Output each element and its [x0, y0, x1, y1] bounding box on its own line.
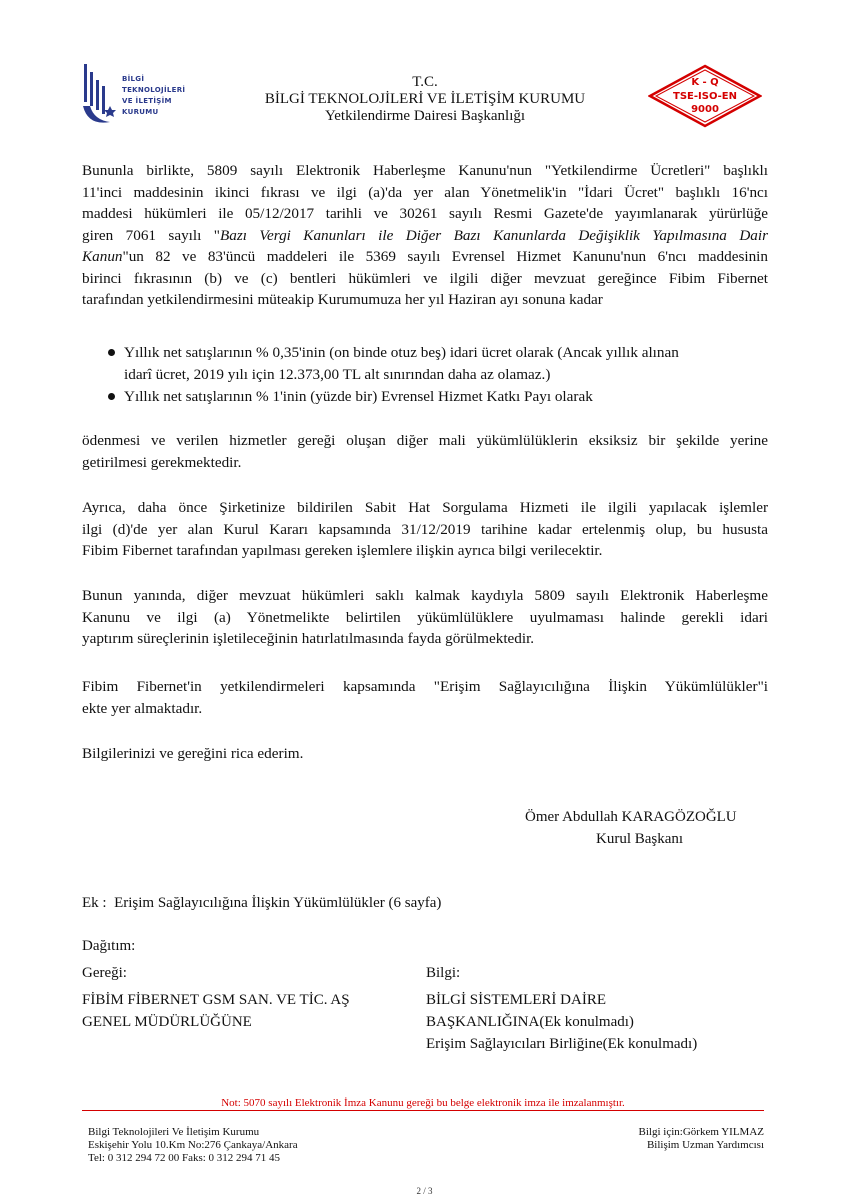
- paragraph-line: yaptırım süreçlerinin işletileceğinin hatırlatılmasında fayda görülmektedir.: [82, 630, 535, 647]
- bullet-icon: [108, 349, 115, 356]
- paragraph-line: ilgi (d)'de yer alan Kurul Kararı kapsamında 31/12/2019 tarihine kadar ertelenmiş olup, bu hususta: [82, 520, 768, 538]
- text-run: "un 82 ve 83'üncü maddeleri ile 5369 sayılı Evrensel Hizmet Kanunu'nun 6'ncı maddesinin: [122, 248, 768, 265]
- paragraph-line: Fibim Fibernet'in yetkilendirmeleri kapsamında "Erişim Sağlayıcılığına İlişkin Yükümlülükler"i: [82, 678, 768, 695]
- logo-line: KURUMU: [122, 108, 159, 116]
- paragraph-fixed-line: [82, 497, 768, 562]
- action-label: Gereği:: [82, 965, 127, 981]
- stamp-top: K - Q: [691, 77, 719, 88]
- bullet-icon: [108, 393, 115, 400]
- e-signature-note: Not: 5070 sayılı Elektronik İmza Kanunu gereği bu belge elektronik imza ile imzalanmıştır.: [221, 1097, 625, 1109]
- signatory-title: Kurul Başkanı: [596, 831, 684, 847]
- paragraph-obligations: [82, 430, 768, 473]
- paragraph-line: Bununla birlikte, 5809 sayılı Elektronik Haberleşme Kanunu'nun "Yetkilendirme Ücretleri" başlıklı: [82, 162, 768, 179]
- closing-sentence: [82, 743, 768, 765]
- paragraph-line: tarafından yetkilendirmesini müteakip Kurumumuza her yıl Haziran ayı sonuna kadar: [82, 291, 603, 308]
- law-title-italic: Bazı Vergi Kanunları ile Diğer Bazı Kanunlarda Değişiklik Yapılmasına Dair: [219, 226, 769, 244]
- footer-address-line: Tel: 0 312 294 72 00 Faks: 0 312 294 71 45: [88, 1152, 281, 1164]
- law-title-italic: Kanun: [82, 248, 123, 265]
- paragraph-line: 11'inci maddesinin ikinci fıkrası ve ilgi (a)'da yer alan Yönetmelik'in "İdari Ücret" başlıklı 16'ncı: [82, 183, 768, 201]
- text-run: giren 7061 sayılı ": [82, 226, 220, 244]
- action-recipient-line: FİBİM FİBERNET GSM SAN. VE TİC. AŞ: [82, 992, 350, 1008]
- stamp-bottom: 9000: [691, 104, 719, 115]
- paragraph-fees: [82, 160, 768, 311]
- paragraph-line: Fibim Fibernet tarafından yapılması gereken işlemlere ilişkin ayrıca bilgi verilecektir.: [82, 542, 603, 559]
- paragraph-line: Bunun yanında, diğer mevzuat hükümleri saklı kalmak kaydıyla 5809 sayılı Elektronik Haberleşme: [82, 587, 768, 604]
- footer-divider: [82, 1110, 764, 1111]
- footer-contact-line: Bilgi için:Görkem YILMAZ: [638, 1126, 764, 1138]
- header-tc: T.C.: [412, 74, 438, 90]
- paragraph-line: [82, 246, 768, 268]
- paragraph-line: Kanunu ve ilgi (a) Yönetmelikte belirtilen yükümlülüklere uyulmaması halinde gerekli idari: [82, 608, 768, 626]
- signatory-name: Ömer Abdullah KARAGÖZOĞLU: [525, 809, 737, 825]
- footer-address-line: Bilgi Teknolojileri Ve İletişim Kurumu: [88, 1126, 260, 1138]
- paragraph-line: [82, 225, 768, 247]
- paragraph-line: Ayrıca, daha önce Şirketinize bildirilen Sabit Hat Sorgulama Hizmeti ile ilgili yapılacak işlemler: [82, 499, 768, 516]
- logo-line: TEKNOLOJİLERİ: [122, 86, 186, 94]
- paragraph-line: getirilmesi gerekmektedir.: [82, 453, 242, 471]
- info-recipient-line: Erişim Sağlayıcıları Birliğine(Ek konulmadı): [426, 1036, 698, 1052]
- distribution-label: Dağıtım:: [82, 938, 136, 954]
- btk-logo-text: [122, 74, 185, 118]
- info-recipient-line: BAŞKANLIĞINA(Ek konulmadı): [426, 1014, 634, 1030]
- bullet-text: Yıllık net satışlarının % 1'inin (yüzde bir) Evrensel Hizmet Katkı Payı olarak: [124, 388, 593, 405]
- paragraph-line: ekte yer almaktadır.: [82, 699, 203, 717]
- stamp-middle: TSE-ISO-EN: [673, 91, 737, 102]
- action-recipient-line: GENEL MÜDÜRLÜĞÜNE: [82, 1014, 252, 1030]
- paragraph-sanctions: [82, 585, 768, 650]
- paragraph-line: birinci fıkrasının (b) ve (c) bentleri hükümleri ve ilgili diğer mevzuat gereğince Fibim Fibernet: [82, 269, 768, 287]
- paragraph-annex: [82, 676, 768, 719]
- attachment-line: Ek : Erişim Sağlayıcılığına İlişkin Yükümlülükler (6 sayfa): [82, 895, 442, 911]
- bullet-text: Yıllık net satışlarının % 0,35'inin (on binde otuz beş) idari ücret olarak (Ancak yıllık alınan: [124, 344, 679, 361]
- paragraph-line: ödenmesi ve verilen hizmetler gereği oluşan diğer mali yükümlülüklerin eksiksiz bir şekilde yerine: [82, 432, 768, 449]
- bullet-item: [108, 342, 768, 386]
- info-label: Bilgi:: [426, 965, 461, 981]
- footer-address: [88, 1126, 298, 1165]
- footer-contact: [639, 1126, 764, 1152]
- logo-line: BİLGİ: [122, 75, 145, 83]
- btk-logo-mark: [80, 62, 120, 128]
- footer-address-line: Eskişehir Yolu 10.Km No:276 Çankaya/Ankara: [88, 1139, 298, 1151]
- info-recipient-line: BİLGİ SİSTEMLERİ DAİRE: [426, 992, 606, 1008]
- paragraph-line: Bilgilerinizi ve gereğini rica ederim.: [82, 745, 304, 762]
- paragraph-line: maddesi hükümleri ile 05/12/2017 tarihli ve 30261 sayılı Resmi Gazete'de yayımlanarak yürürlüğe: [82, 205, 768, 222]
- page-number: 2 / 3: [416, 1186, 433, 1196]
- logo-line: VE İLETİŞİM: [122, 97, 172, 105]
- tse-stamp: [648, 64, 762, 128]
- header-department: Yetkilendirme Dairesi Başkanlığı: [324, 108, 526, 124]
- footer-contact-line: Bilişim Uzman Yardımcısı: [646, 1139, 764, 1151]
- header-institution: BİLGİ TEKNOLOJİLERİ VE İLETİŞİM KURUMU: [264, 91, 586, 107]
- bullet-text: idarî ücret, 2019 yılı için 12.373,00 TL alt sınırından daha az olamaz.): [124, 365, 551, 383]
- bullet-item: [108, 386, 768, 408]
